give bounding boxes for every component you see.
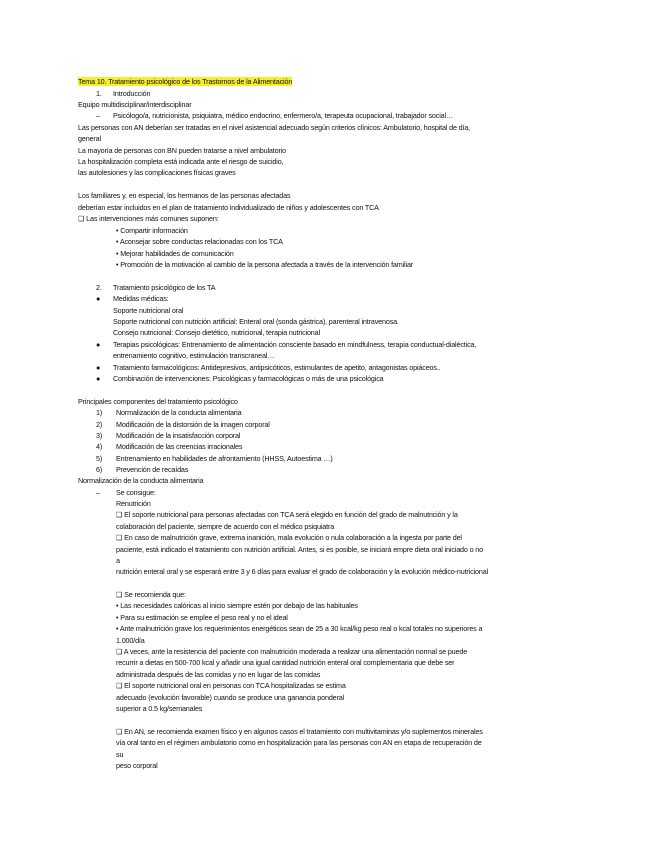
normalization-label: Normalización de la conducta alimentaria	[78, 476, 204, 485]
bullet-icon: ●	[96, 294, 101, 303]
paragraph-line: ❑ A veces, ante la resistencia del paciente con malnutrición moderada a realizar una alimentación normal se puede	[116, 647, 468, 656]
list-item: • Mejorar habilidades de comunicación	[116, 249, 234, 258]
paragraph-line: paciente, está indicado el tratamiento con nutrición artificial. Antes, si es posible, se iniciará empre dieta oral iniciado o no	[116, 545, 483, 554]
section-number: 2.	[96, 283, 102, 292]
list-item: Consejo nutricional: Consejo dietético, nutricional, terapia nutricional	[113, 328, 320, 337]
paragraph-line: ❑ El soporte nutricional oral en personas con TCA hospitalizadas se estima	[116, 681, 346, 690]
list-item: • Para su estimación se emplee el peso real y no el ideal	[116, 613, 288, 622]
paragraph-line: a	[116, 556, 120, 565]
paragraph-line: vía oral tanto en el régimen ambulatorio como en hospitalización para las personas con AN en etapa de recuperación de	[116, 738, 482, 747]
paragraph-line: adecuado (evolución favorable) cuando se produce una ganancia ponderal	[116, 693, 345, 702]
list-number: 4)	[96, 442, 103, 451]
paragraph-line: administrada después de las comidas y no en lugar de las comidas	[116, 670, 321, 679]
list-item: Se consigue:	[116, 488, 156, 497]
list-item: Combinación de intervenciones: Psicológicas y farmacológicas o más de una psicológica	[113, 374, 384, 383]
title-highlight: Tema 10. Tratamiento psicológico de los Trastornos de la Alimentación	[78, 77, 293, 86]
list-item: Medidas médicas:	[113, 294, 169, 303]
paragraph-line: ❑ En AN, se recomienda examen físico y en algunos casos el tratamiento con multivitaminas y/o suplementos minerales	[116, 727, 483, 736]
team-members: Psicólogo/a, nutricionista, psiquiatra, médico endocrino, enfermero/a, terapeuta ocupacional, trabajador social…	[113, 111, 453, 120]
paragraph-line: ❑ En caso de malnutrición grave, extrema inanición, mala evolución o nula colaboración a la ingesta por parte del	[116, 533, 462, 542]
list-item: Modificación de la distorsión de la imagen corporal	[116, 420, 270, 429]
list-item: Soporte nutricional con nutrición artificial: Enteral oral (sonda gástrica), parenteral intravenosa.	[113, 317, 399, 326]
list-number: 3)	[96, 431, 103, 440]
dash-marker: –	[96, 111, 100, 120]
list-item: Entrenamiento en habilidades de afrontamiento (HHSS, Autoestima …)	[116, 454, 333, 463]
list-item: Renutrición	[116, 499, 151, 508]
document-title	[78, 76, 292, 87]
paragraph-line: La mayoría de personas con BN pueden tratarse a nivel ambulatorio	[78, 146, 286, 155]
list-item: entrenamiento cognitivo, estimulación transcraneal…	[113, 351, 275, 360]
bullet-icon: ●	[96, 340, 101, 349]
paragraph-line: recurrir a dietas en 500-700 kcal y añadir una igual cantidad nutrición enteral oral complementaria que debe ser	[116, 658, 455, 667]
paragraph-line: superior a 0.5 kg/semanales	[116, 704, 203, 713]
paragraph-line: peso corporal	[116, 761, 158, 770]
section-heading: Introducción	[113, 89, 151, 98]
list-number: 6)	[96, 465, 103, 474]
list-item: Terapias psicológicas: Entrenamiento de alimentación consciente basado en mindfulness, terapia conductual-dialéctica,	[113, 340, 477, 349]
list-item: Soporte nutricional oral	[113, 306, 184, 315]
list-number: 5)	[96, 454, 103, 463]
interventions-label: ❑ Las intervenciones más comunes suponen:	[78, 214, 219, 223]
paragraph-line: colaboración del paciente, siempre de acuerdo con el médico psiquiatra	[116, 522, 335, 531]
components-label: Principales componentes del tratamiento psicológico	[78, 397, 238, 406]
list-item: • Aconsejar sobre conductas relacionadas con los TCA	[116, 237, 283, 246]
paragraph-line: su	[116, 750, 124, 759]
paragraph-line: las autolesiones y las complicaciones físicas graves	[78, 168, 236, 177]
paragraph-line: ❑ El soporte nutricional para personas afectadas con TCA será elegido en función del grado de malnutrición y la	[116, 510, 458, 519]
list-item: • Promoción de la motivación al cambio de la persona afectada a través de la intervención familiar	[116, 260, 414, 269]
section-heading: Tratamiento psicológico de los TA	[113, 283, 216, 292]
list-item: Modificación de las creencias irracionales	[116, 442, 243, 451]
paragraph-line: deberían estar incluidos en el plan de tratamiento individualizado de niños y adolescentes con TCA	[78, 203, 379, 212]
list-number: 1)	[96, 408, 103, 417]
team-label: Equipo multidisciplinar/interdisciplinar	[78, 100, 192, 109]
list-item: Normalización de la conducta alimentaria	[116, 408, 242, 417]
paragraph-line: nutrición enteral oral y se esperará entre 3 y 6 días para evaluar el grado de colaboración y la evolución médico-nutricional	[116, 567, 488, 576]
paragraph-line: La hospitalización completa está indicada ante el riesgo de suicidio,	[78, 157, 284, 166]
dash-marker: –	[96, 488, 100, 497]
bullet-icon: ●	[96, 374, 101, 383]
list-item: • Las necesidades calóricas al inicio siempre estén por debajo de las habituales	[116, 601, 358, 610]
recommend-label: ❑ Se recomienda que:	[116, 590, 186, 599]
list-number: 2)	[96, 420, 103, 429]
paragraph-line: general	[78, 134, 101, 143]
list-item: Tratamiento farmacológicos: Antidepresivos, antipsicóticos, estimulantes de apetito, antagonistas opiáceos..	[113, 363, 441, 372]
list-item: 1.000/día	[116, 636, 145, 645]
paragraph-line: Las personas con AN deberían ser tratadas en el nivel asistencial adecuado según criterios clínicos: Ambulatorio, hospital de día,	[78, 123, 471, 132]
section-number: 1.	[96, 89, 102, 98]
list-item: Modificación de la insatisfacción corporal	[116, 431, 241, 440]
bullet-icon: ●	[96, 363, 101, 372]
list-item: Prevención de recaídas	[116, 465, 189, 474]
list-item: • Ante malnutrición grave los requerimientos energéticos sean de 25 a 30 kcal/kg peso real o kcal totales no superiores a	[116, 624, 483, 633]
paragraph-line: Los familiares y, en especial, los hermanos de las personas afectadas	[78, 191, 291, 200]
list-item: • Compartir información	[116, 226, 188, 235]
